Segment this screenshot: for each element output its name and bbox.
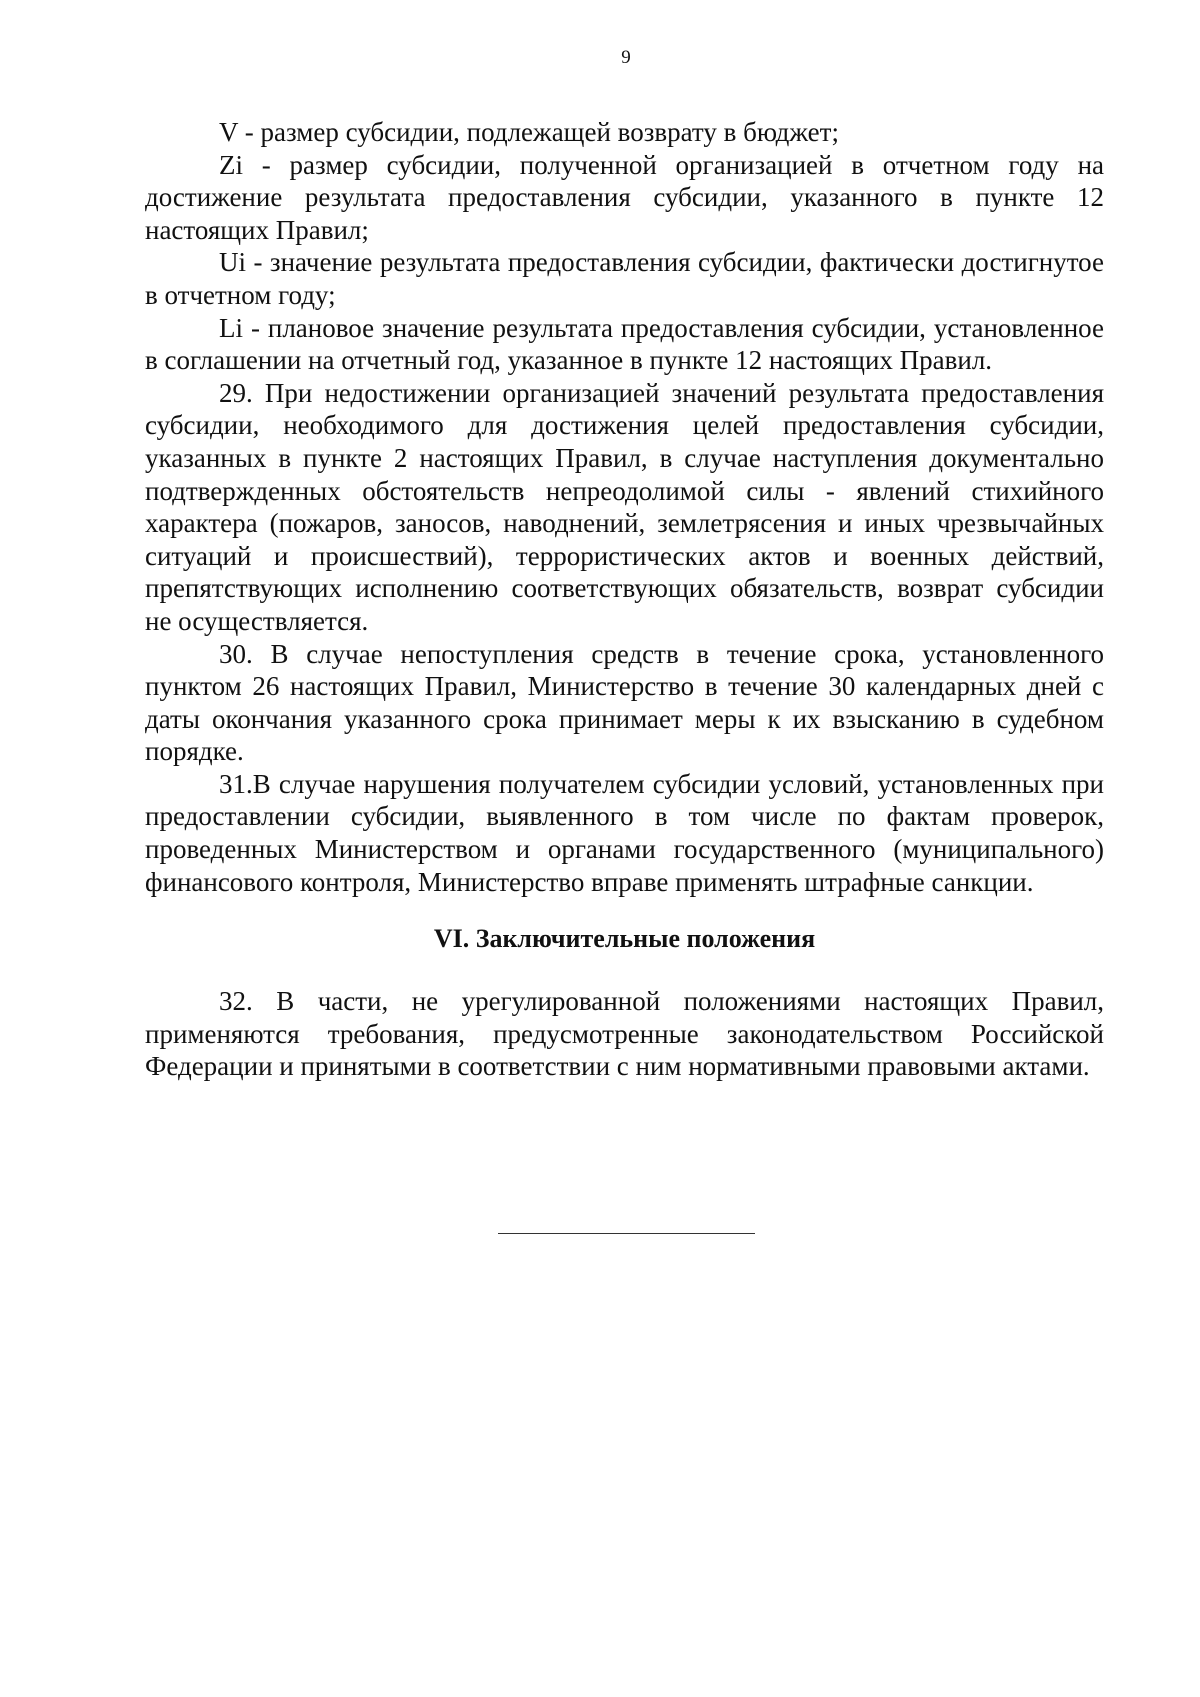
closing-divider: [498, 1233, 755, 1234]
paragraph-32: 32. В части, не урегулированной положениями настоящих Правил, применяются требования, предусмотренные законодательством Российской Федерации и принятыми в соответствии с ним нормативными правовыми актами.: [145, 986, 1104, 1082]
paragraph-30: 30. В случае непоступления средств в течение срока, установленного пунктом 26 настоящих Правил, Министерство в течение 30 календарных дней с даты окончания указанного срока принимает меры к их взысканию в судебном порядке.: [145, 638, 1104, 767]
paragraph-29: 29. При недостижении организацией значений результата предоставления субсидии, необходимого для достижения целей предоставления субсидии, указанных в пункте 2 настоящих Правил, в случае наступления документально подтвержденных обстоятельств непреодолимой силы - явлений стихийного характера (пожаров, заносов, наводнений, землетрясения и иных чрезвычайных ситуаций и происшествий), террористических актов и военных действий, препятствующих исполнению соответствующих обязательств, возврат субсидии не осуществляется.: [145, 377, 1104, 636]
paragraph-zi-definition: Zi - размер субсидии, полученной организацией в отчетном году на достижение результата предоставления субсидии, указанного в пункте 12 настоящих Правил;: [145, 149, 1104, 245]
section-heading: VI. Заключительные положения: [433, 924, 816, 954]
paragraph-li-definition: Li - плановое значение результата предоставления субсидии, установленное в соглашении на отчетный год, указанное в пункте 12 настоящих Правил.: [145, 312, 1104, 376]
paragraph-v-definition: V - размер субсидии, подлежащей возврату в бюджет;: [219, 117, 839, 147]
paragraph-31: 31.В случае нарушения получателем субсидии условий, установленных при предоставлении субсидии, выявленного в том числе по фактам проверок, проведенных Министерством и органами государственного (муниципального) финансового контроля, Министерство вправе применять штрафные санкции.: [145, 768, 1104, 897]
document-body: [145, 116, 1104, 1083]
paragraph-ui-definition: Ui - значение результата предоставления субсидии, фактически достигнутое в отчетном году;: [145, 247, 1104, 310]
page-number: 9: [621, 47, 631, 68]
